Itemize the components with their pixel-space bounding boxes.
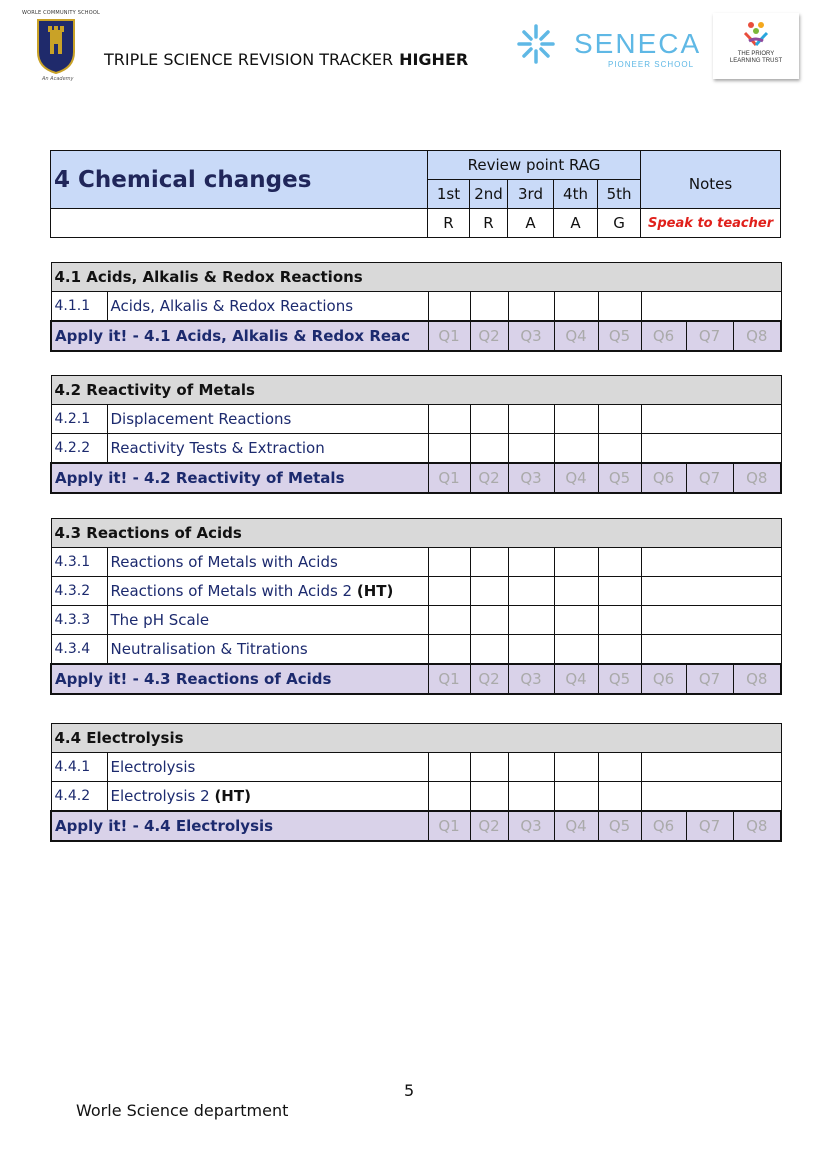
- topic-code: 4.1.1: [51, 292, 107, 322]
- rag-cell[interactable]: [554, 753, 598, 782]
- quiz-cell[interactable]: Q2: [470, 811, 508, 841]
- quiz-cell[interactable]: Q3: [508, 321, 554, 351]
- quiz-cell[interactable]: Q2: [470, 664, 508, 694]
- rag-cell[interactable]: [470, 405, 508, 434]
- topic-name: The pH Scale: [107, 606, 428, 635]
- review-point: 5th: [598, 180, 641, 209]
- rag-cell[interactable]: [508, 782, 554, 812]
- example-note: Speak to teacher: [641, 209, 781, 238]
- topic-name: Neutralisation & Titrations: [107, 635, 428, 665]
- notes-cell[interactable]: [641, 782, 781, 812]
- topic-code: 4.3.3: [51, 606, 107, 635]
- rag-cell[interactable]: [598, 405, 641, 434]
- seneca-subtitle: PIONEER SCHOOL: [608, 60, 695, 69]
- rag-cell[interactable]: [508, 434, 554, 464]
- notes-cell[interactable]: [641, 548, 781, 577]
- rag-cell[interactable]: [508, 292, 554, 322]
- rag-cell[interactable]: [554, 292, 598, 322]
- example-rag: G: [598, 209, 641, 238]
- notes-cell[interactable]: [641, 635, 781, 665]
- notes-cell[interactable]: [641, 606, 781, 635]
- section-title: 4.2 Reactivity of Metals: [51, 376, 781, 405]
- page-title: [104, 50, 468, 69]
- rag-cell[interactable]: [428, 753, 470, 782]
- example-rag: A: [554, 209, 598, 238]
- topic-name: Reactions of Metals with Acids: [107, 548, 428, 577]
- rag-cell[interactable]: [508, 606, 554, 635]
- quiz-cell[interactable]: Q5: [598, 811, 641, 841]
- rag-cell[interactable]: [554, 434, 598, 464]
- notes-cell[interactable]: [641, 292, 781, 322]
- quiz-cell[interactable]: Q1: [428, 811, 470, 841]
- topic-code: 4.4.1: [51, 753, 107, 782]
- notes-cell[interactable]: [641, 753, 781, 782]
- notes-cell[interactable]: [641, 434, 781, 464]
- example-blank: [51, 209, 428, 238]
- section-title: 4.4 Electrolysis: [51, 724, 781, 753]
- rag-cell[interactable]: [428, 606, 470, 635]
- rag-cell[interactable]: [508, 577, 554, 606]
- rag-cell[interactable]: [428, 577, 470, 606]
- quiz-cell[interactable]: Q4: [554, 811, 598, 841]
- review-point: 2nd: [470, 180, 508, 209]
- department-footer: Worle Science department: [76, 1101, 289, 1120]
- quiz-cell[interactable]: Q1: [428, 463, 470, 493]
- quiz-cell[interactable]: Q8: [733, 811, 781, 841]
- rag-cell[interactable]: [470, 577, 508, 606]
- rag-cell[interactable]: [554, 782, 598, 812]
- section-table: [50, 518, 782, 695]
- topic-code: 4.2.1: [51, 405, 107, 434]
- quiz-cell[interactable]: Q6: [641, 463, 686, 493]
- example-rag: R: [428, 209, 470, 238]
- topic-name: Electrolysis: [107, 753, 428, 782]
- tracker-header-table: [50, 150, 781, 238]
- rag-cell[interactable]: [470, 753, 508, 782]
- rag-cell[interactable]: [598, 635, 641, 665]
- rag-cell[interactable]: [554, 405, 598, 434]
- quiz-cell[interactable]: Q6: [641, 664, 686, 694]
- quiz-cell[interactable]: Q5: [598, 321, 641, 351]
- quiz-cell[interactable]: Q2: [470, 463, 508, 493]
- rag-cell[interactable]: [598, 753, 641, 782]
- rag-cell[interactable]: [598, 606, 641, 635]
- topic-code: 4.2.2: [51, 434, 107, 464]
- rag-cell[interactable]: [508, 753, 554, 782]
- rag-cell[interactable]: [470, 635, 508, 665]
- quiz-cell[interactable]: Q8: [733, 664, 781, 694]
- section-table: [50, 723, 782, 842]
- topic-name-text: Reactions of Metals with Acids 2: [110, 582, 353, 600]
- rag-cell[interactable]: [428, 635, 470, 665]
- priory-line-1: THE PRIORY: [737, 51, 775, 57]
- school-crest-icon: [36, 18, 76, 74]
- quiz-cell[interactable]: Q6: [641, 321, 686, 351]
- rag-cell[interactable]: [508, 635, 554, 665]
- topic-code: 4.3.2: [51, 577, 107, 606]
- title-tier: HIGHER: [399, 50, 469, 69]
- rag-cell[interactable]: [554, 548, 598, 577]
- rag-cell[interactable]: [508, 405, 554, 434]
- quiz-cell[interactable]: Q5: [598, 463, 641, 493]
- rag-cell[interactable]: [428, 292, 470, 322]
- seneca-name: SENECA: [574, 28, 702, 59]
- rag-cell[interactable]: [470, 782, 508, 812]
- rag-cell[interactable]: [470, 292, 508, 322]
- seneca-logo-icon: [516, 22, 556, 66]
- school-caption: WORLE COMMUNITY SCHOOL: [22, 10, 100, 16]
- quiz-cell[interactable]: Q5: [598, 664, 641, 694]
- rag-cell[interactable]: [598, 548, 641, 577]
- quiz-cell[interactable]: Q3: [508, 463, 554, 493]
- rag-cell[interactable]: [428, 434, 470, 464]
- topic-name: [107, 577, 428, 606]
- quiz-cell[interactable]: Q2: [470, 321, 508, 351]
- page-number: 5: [404, 1081, 415, 1100]
- unit-title: 4 Chemical changes: [51, 151, 428, 209]
- quiz-cell[interactable]: Q6: [641, 811, 686, 841]
- quiz-cell[interactable]: Q1: [428, 664, 470, 694]
- apply-it-label: Apply it! - 4.1 Acids, Alkalis & Redox Reac: [51, 321, 428, 351]
- apply-it-label: Apply it! - 4.3 Reactions of Acids: [51, 664, 428, 694]
- topic-name: Displacement Reactions: [107, 405, 428, 434]
- rag-cell[interactable]: [554, 635, 598, 665]
- review-point: 3rd: [508, 180, 554, 209]
- rag-cell[interactable]: [470, 548, 508, 577]
- topic-code: 4.3.4: [51, 635, 107, 665]
- quiz-cell[interactable]: Q4: [554, 463, 598, 493]
- rag-cell[interactable]: [428, 782, 470, 812]
- rag-cell[interactable]: [470, 606, 508, 635]
- rag-cell[interactable]: [554, 577, 598, 606]
- priory-logo: [713, 13, 799, 79]
- quiz-cell[interactable]: Q4: [554, 321, 598, 351]
- notes-cell[interactable]: [641, 577, 781, 606]
- review-point-label: Review point RAG: [428, 151, 641, 180]
- rag-cell[interactable]: [598, 434, 641, 464]
- topic-name-text: Electrolysis 2: [110, 787, 210, 805]
- apply-it-label: Apply it! - 4.4 Electrolysis: [51, 811, 428, 841]
- topic-code: 4.4.2: [51, 782, 107, 812]
- section-table: [50, 375, 782, 494]
- topic-code: 4.3.1: [51, 548, 107, 577]
- title-prefix: TRIPLE SCIENCE REVISION TRACKER: [104, 50, 394, 69]
- example-rag: R: [470, 209, 508, 238]
- apply-it-label: Apply it! - 4.2 Reactivity of Metals: [51, 463, 428, 493]
- rag-cell[interactable]: [598, 292, 641, 322]
- topic-name: Acids, Alkalis & Redox Reactions: [107, 292, 428, 322]
- quiz-cell[interactable]: Q8: [733, 463, 781, 493]
- higher-tier-tag: (HT): [214, 787, 251, 805]
- higher-tier-tag: (HT): [356, 582, 394, 600]
- rag-cell[interactable]: [470, 434, 508, 464]
- quiz-cell[interactable]: Q1: [428, 321, 470, 351]
- rag-cell[interactable]: [554, 606, 598, 635]
- quiz-cell[interactable]: Q7: [686, 811, 733, 841]
- rag-cell[interactable]: [598, 577, 641, 606]
- priory-line-2: LEARNING TRUST: [729, 58, 783, 64]
- topic-name: Reactivity Tests & Extraction: [107, 434, 428, 464]
- rag-cell[interactable]: [428, 405, 470, 434]
- quiz-cell[interactable]: Q3: [508, 664, 554, 694]
- rag-cell[interactable]: [508, 548, 554, 577]
- quiz-cell[interactable]: Q8: [733, 321, 781, 351]
- review-point: 1st: [428, 180, 470, 209]
- topic-name: [107, 782, 428, 812]
- rag-cell[interactable]: [428, 548, 470, 577]
- section-title: 4.3 Reactions of Acids: [51, 519, 781, 548]
- quiz-cell[interactable]: Q4: [554, 664, 598, 694]
- quiz-cell[interactable]: Q7: [686, 463, 733, 493]
- quiz-cell[interactable]: Q3: [508, 811, 554, 841]
- crest-motto: An Academy: [42, 76, 74, 82]
- quiz-cell[interactable]: Q7: [686, 321, 733, 351]
- priory-name: [713, 51, 799, 65]
- section-table: [50, 262, 782, 352]
- notes-label: Notes: [641, 151, 781, 209]
- example-rag: A: [508, 209, 554, 238]
- priory-figures-icon: [741, 19, 771, 49]
- rag-cell[interactable]: [598, 782, 641, 812]
- section-title: 4.1 Acids, Alkalis & Redox Reactions: [51, 263, 781, 292]
- quiz-cell[interactable]: Q7: [686, 664, 733, 694]
- notes-cell[interactable]: [641, 405, 781, 434]
- review-point: 4th: [554, 180, 598, 209]
